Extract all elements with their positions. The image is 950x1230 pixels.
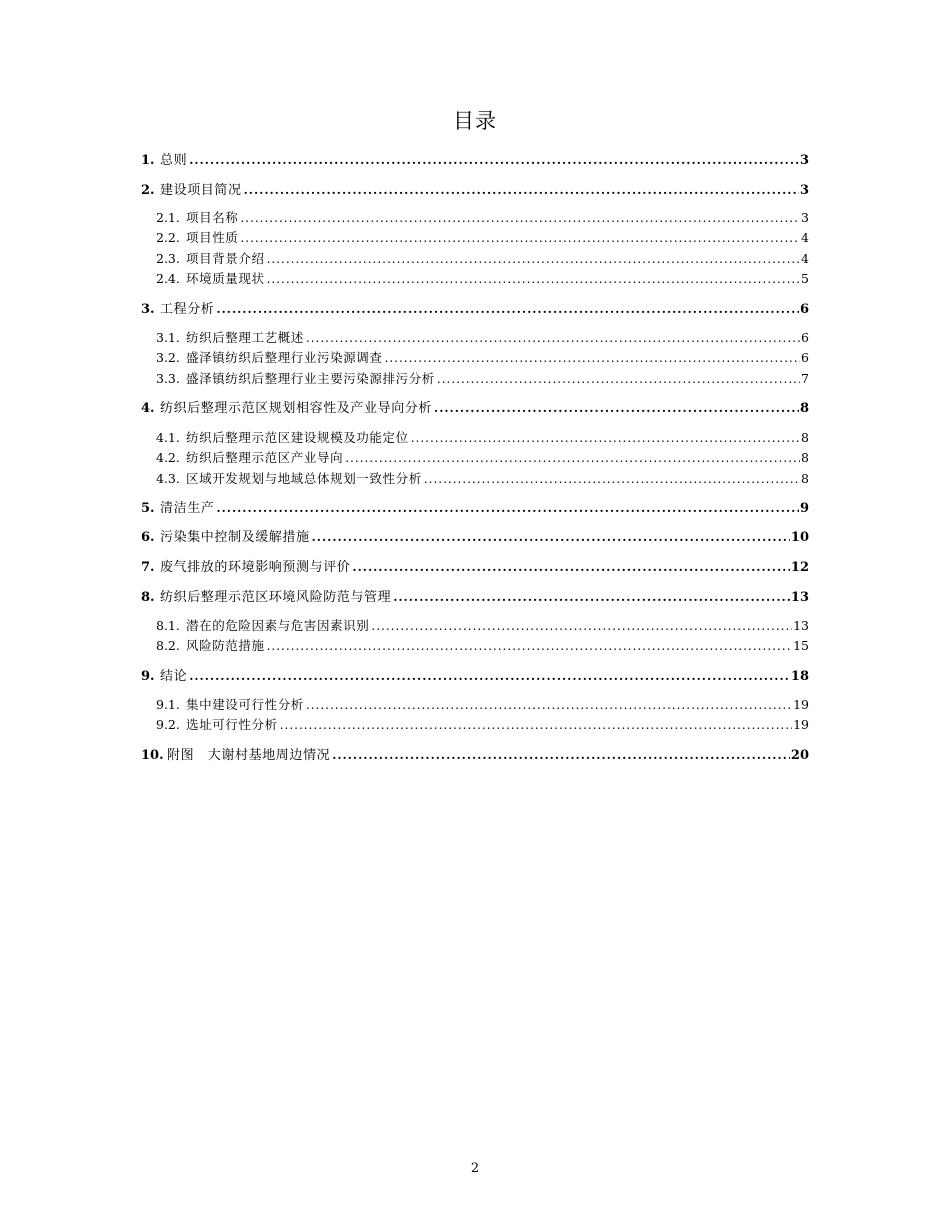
toc-entry-number: 2.4. (156, 271, 180, 286)
toc-entry-page: 9 (799, 501, 809, 516)
toc-entry-page: 12 (790, 560, 809, 575)
toc-dot-leader (371, 616, 792, 636)
toc-entry-label: 选址可行性分析 (186, 717, 278, 732)
toc-entry-label: 项目背景介绍 (186, 251, 265, 266)
toc-entry-label: 纺织后整理示范区规划相容性及产业导向分析 (160, 401, 433, 416)
toc-dot-leader (280, 715, 792, 735)
toc-entry-page: 3 (799, 183, 809, 198)
toc-subentry[interactable] (156, 636, 809, 656)
toc-dot-leader (437, 369, 800, 389)
toc-subentry[interactable] (156, 715, 809, 735)
toc-dot-leader (240, 208, 800, 228)
toc-entry-number: 1. (141, 153, 155, 168)
toc-dot-leader (434, 398, 799, 418)
toc-entry-page: 6 (801, 350, 809, 365)
toc-entry-number: 4.2. (156, 450, 180, 465)
toc-entry-number: 7. (141, 560, 155, 575)
toc-entry-label: 盛泽镇纺织后整理行业主要污染源排污分析 (186, 371, 435, 386)
toc-entry-label: 环境质量现状 (186, 271, 265, 286)
toc-entry-page: 13 (793, 618, 809, 633)
toc-entry-label: 项目性质 (186, 230, 239, 245)
toc-dot-leader (216, 498, 799, 518)
toc-entry-label: 潜在的危险因素与危害因素识别 (186, 618, 370, 633)
toc-entry-page: 10 (790, 530, 809, 545)
toc-subentry[interactable] (156, 328, 809, 348)
toc-entry-page: 18 (790, 669, 809, 684)
toc-entry[interactable] (141, 557, 809, 577)
toc-dot-leader (189, 666, 790, 686)
toc-dot-leader (332, 745, 790, 765)
toc-subentry[interactable] (156, 369, 809, 389)
toc-entry-number: 2.2. (156, 230, 180, 245)
toc-entry-page: 8 (799, 401, 809, 416)
toc-dot-leader (267, 249, 800, 269)
toc-subentry[interactable] (156, 695, 809, 715)
toc-entry-label: 纺织后整理示范区产业导向 (186, 450, 344, 465)
toc-entry[interactable] (141, 587, 809, 607)
toc-entry-label: 盛泽镇纺织后整理行业污染源调查 (186, 350, 383, 365)
toc-entry[interactable] (141, 666, 809, 686)
toc-entry-number: 9.1. (156, 697, 180, 712)
toc-entry[interactable] (141, 150, 809, 170)
toc-subentry[interactable] (156, 469, 809, 489)
toc-entry-label: 纺织后整理工艺概述 (186, 330, 304, 345)
toc-entry-number: 3.1. (156, 330, 180, 345)
toc-entry[interactable] (141, 398, 809, 418)
toc-entry-page: 5 (801, 271, 809, 286)
toc-entry-number: 3.3. (156, 371, 180, 386)
toc-entry-number: 4.3. (156, 471, 180, 486)
toc-entry-label: 纺织后整理示范区建设规模及功能定位 (186, 430, 409, 445)
toc-entry-label: 结论 (160, 669, 188, 684)
toc-entry-label: 区域开发规划与地域总体规划一致性分析 (186, 471, 422, 486)
toc-entry-number: 3. (141, 302, 155, 317)
toc-entry-number: 2.1. (156, 210, 180, 225)
toc-dot-leader (393, 587, 790, 607)
toc-dot-leader (244, 180, 799, 200)
toc-entry-number: 6. (141, 530, 155, 545)
toc-entry-number: 10. (141, 748, 164, 763)
toc-entry-page: 4 (801, 230, 809, 245)
toc-entry-label: 集中建设可行性分析 (186, 697, 304, 712)
toc-entry[interactable] (141, 745, 809, 765)
toc-entry-label: 工程分析 (160, 302, 215, 317)
toc-entry-number: 8.1. (156, 618, 180, 633)
toc-entry-label: 建设项目简况 (160, 183, 242, 198)
toc-entry-label: 风险防范措施 (186, 638, 265, 653)
toc-entry-label: 附图 大谢村基地周边情况 (167, 748, 331, 763)
toc-entry-label: 清洁生产 (160, 501, 215, 516)
toc-dot-leader (411, 428, 800, 448)
toc-entry-page: 6 (801, 330, 809, 345)
toc-entry-page: 13 (790, 590, 809, 605)
toc-dot-leader (424, 469, 800, 489)
toc-entry[interactable] (141, 299, 809, 319)
toc-entry-number: 2.3. (156, 251, 180, 266)
toc-subentry[interactable] (156, 269, 809, 289)
toc-dot-leader (267, 636, 792, 656)
toc-entry-page: 20 (790, 748, 809, 763)
toc-entry-label: 纺织后整理示范区环境风险防范与管理 (160, 590, 392, 605)
toc-dot-leader (216, 299, 799, 319)
toc-entry-number: 4.1. (156, 430, 180, 445)
toc-dot-leader (352, 557, 790, 577)
toc-entry[interactable] (141, 527, 809, 547)
toc-dot-leader (189, 150, 799, 170)
toc-entry-page: 3 (799, 153, 809, 168)
page-title: 目录 (453, 109, 497, 133)
toc-subentry[interactable] (156, 428, 809, 448)
toc-subentry[interactable] (156, 249, 809, 269)
toc-entry-number: 9. (141, 669, 155, 684)
toc-subentry[interactable] (156, 208, 809, 228)
toc-entry-number: 8. (141, 590, 155, 605)
toc-entry-page: 3 (801, 210, 809, 225)
toc-dot-leader (240, 228, 800, 248)
toc-subentry[interactable] (156, 448, 809, 468)
toc-dot-leader (306, 695, 792, 715)
toc-entry-page: 8 (801, 450, 809, 465)
toc-entry[interactable] (141, 498, 809, 518)
toc-entry-page: 4 (801, 251, 809, 266)
toc-entry-page: 6 (799, 302, 809, 317)
toc-dot-leader (267, 269, 800, 289)
page-number: 2 (470, 1161, 480, 1176)
toc-dot-leader (385, 348, 801, 368)
toc-subentry[interactable] (156, 228, 809, 248)
toc-entry-page: 7 (801, 371, 809, 386)
toc-entry[interactable] (141, 180, 809, 200)
toc-entry-page: 8 (801, 430, 809, 445)
toc-dot-leader (345, 448, 800, 468)
toc-entry-page: 8 (801, 471, 809, 486)
toc-entry-number: 8.2. (156, 638, 180, 653)
toc-entry-number: 3.2. (156, 350, 180, 365)
toc-entry-number: 5. (141, 501, 155, 516)
toc-subentry[interactable] (156, 616, 809, 636)
toc-entry-page: 19 (793, 697, 809, 712)
toc-entry-label: 污染集中控制及缓解措施 (160, 530, 310, 545)
toc-entry-number: 4. (141, 401, 155, 416)
toc-dot-leader (312, 527, 790, 547)
toc-entry-page: 15 (793, 638, 809, 653)
toc-entry-label: 废气排放的环境影响预测与评价 (160, 560, 351, 575)
toc-entry-page: 19 (793, 717, 809, 732)
toc-entry-number: 2. (141, 183, 155, 198)
toc-entry-label: 总则 (160, 153, 188, 168)
toc-subentry[interactable] (156, 348, 809, 368)
toc-entry-label: 项目名称 (186, 210, 239, 225)
toc-dot-leader (306, 328, 800, 348)
toc-entry-number: 9.2. (156, 717, 180, 732)
